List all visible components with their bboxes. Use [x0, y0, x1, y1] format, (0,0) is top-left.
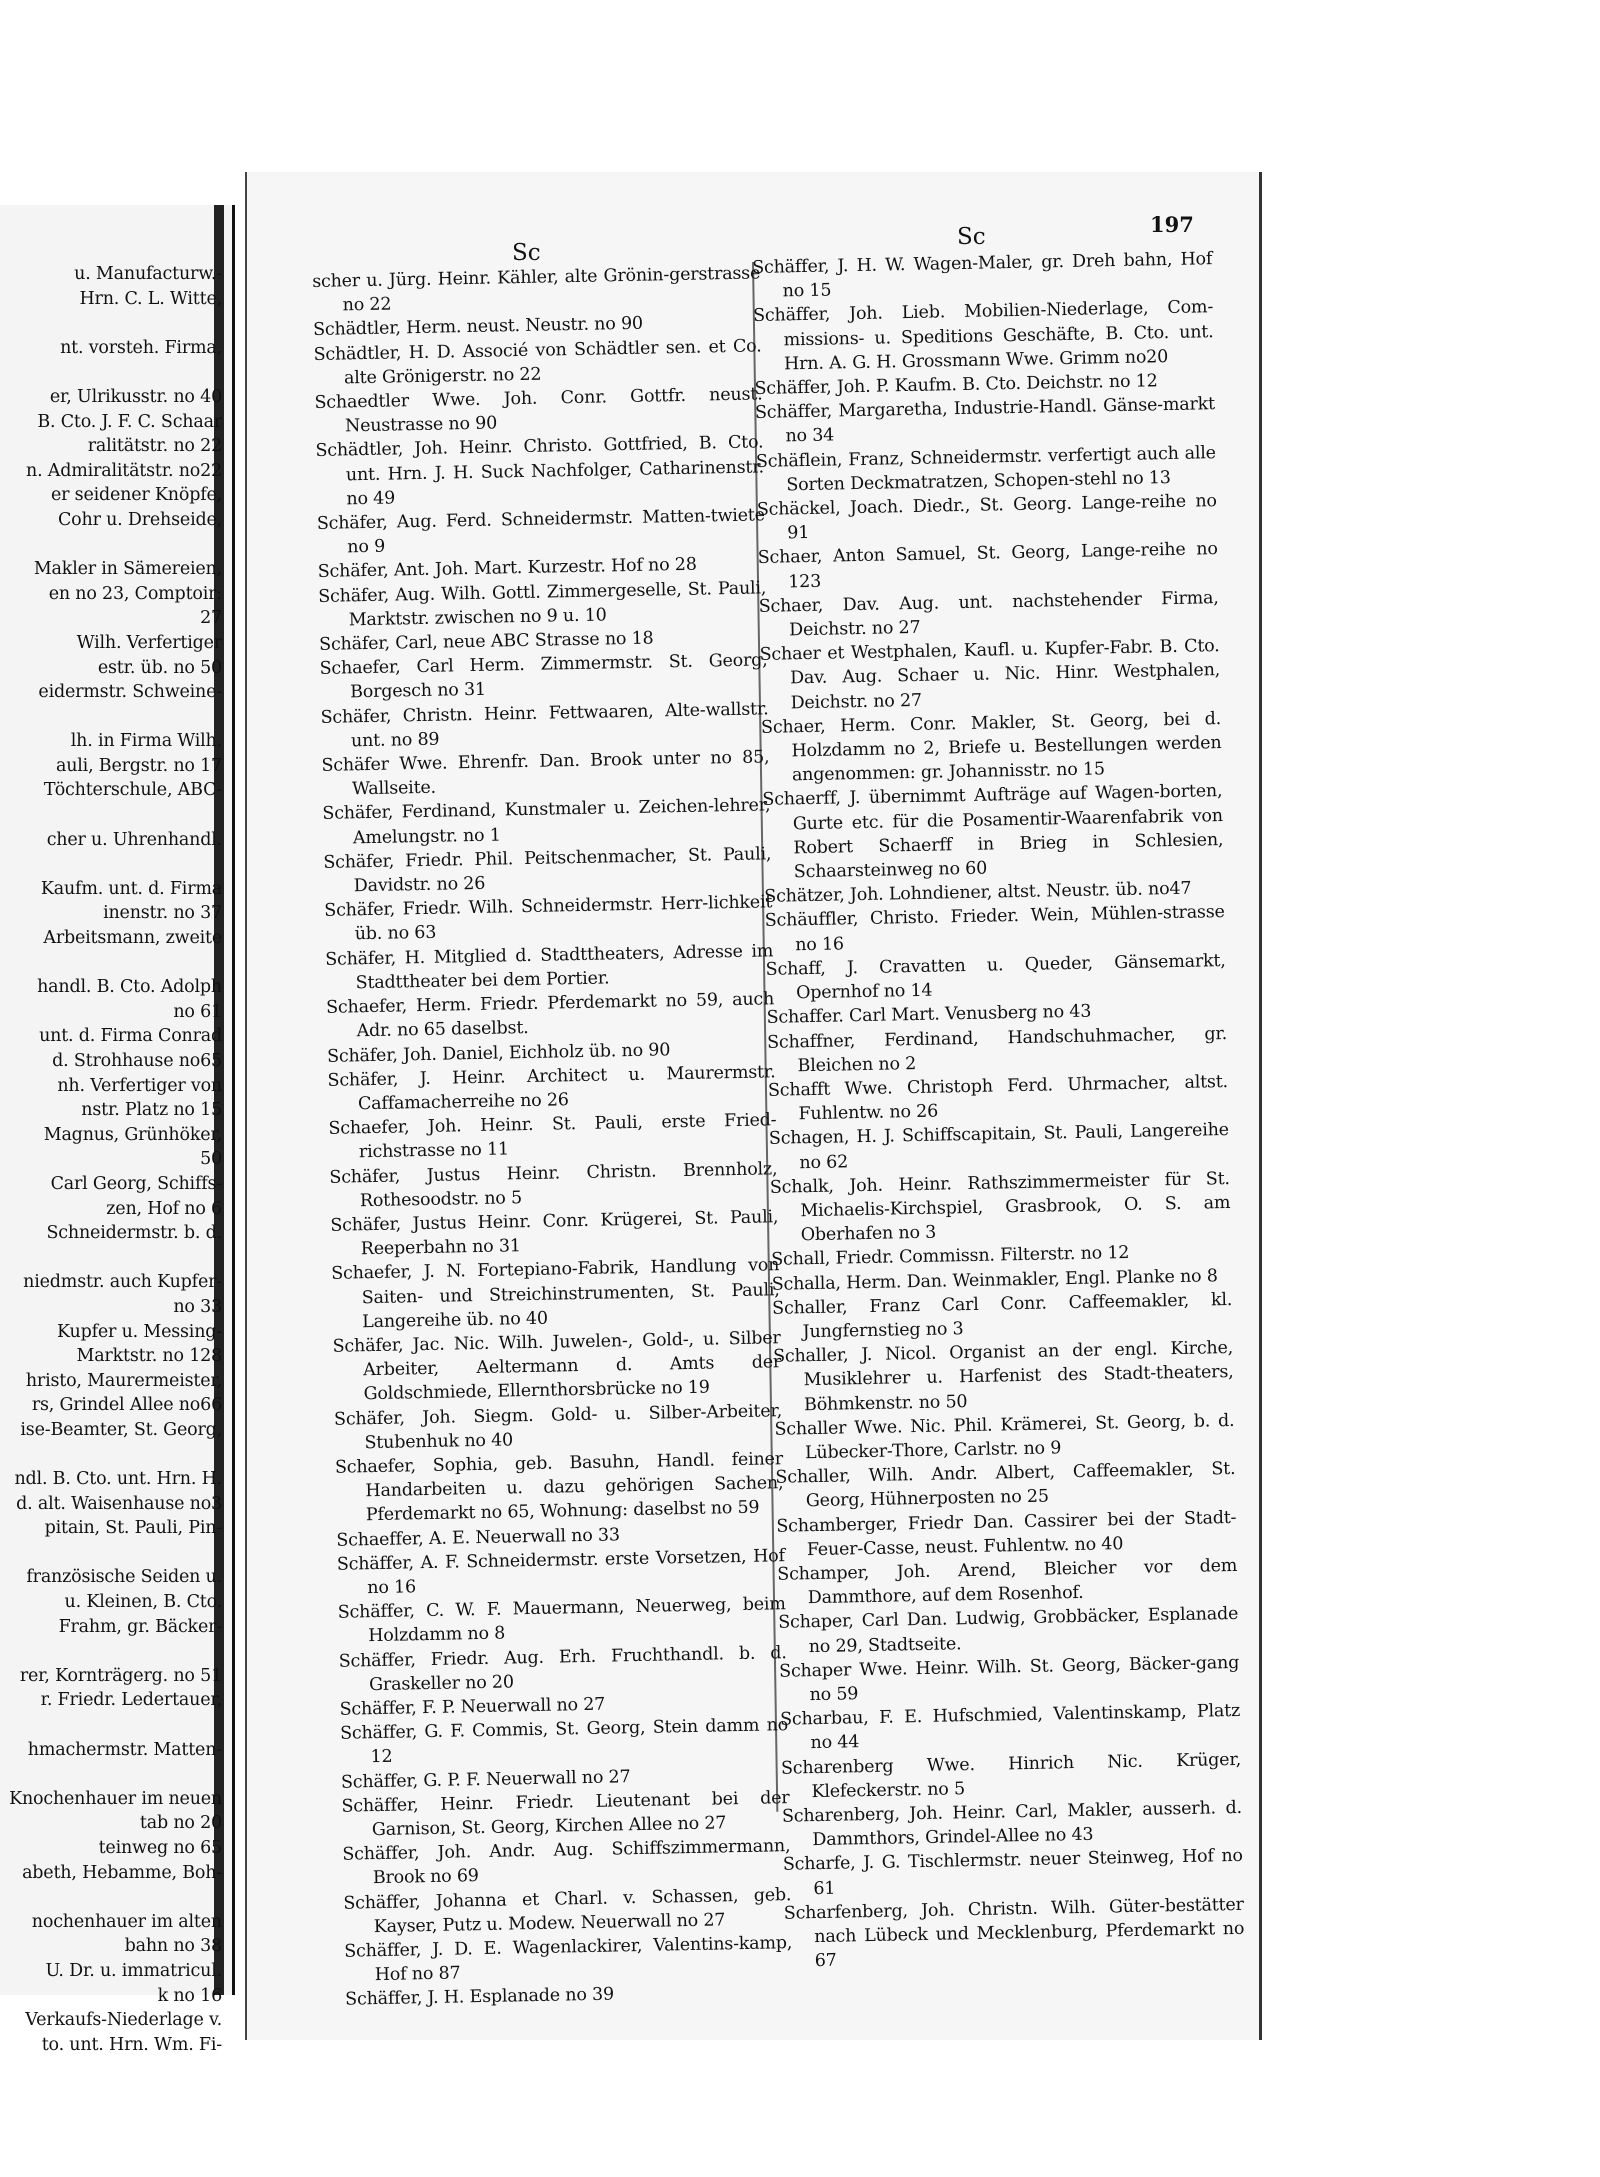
directory-entry: Schäfer, Joh. Daniel, Eichholz üb. no 90	[326, 1039, 671, 1067]
fragment-line: niedmstr. auch Kupfer-	[23, 1272, 222, 1293]
directory-entry: Schäffer, G. F. Commis, St. Georg, Stein damm no 12	[339, 1715, 789, 1768]
directory-entry: Schaedtler Wwe. Joh. Conr. Gottfr. neust. Neustrasse no 90	[314, 384, 763, 437]
fragment-line: nstr. Platz no 15	[81, 1100, 222, 1121]
fragment-line: k no 16	[157, 1985, 222, 2006]
fragment-line: Hrn. C. L. Witte,	[79, 288, 222, 309]
directory-entry: Schäfer, Carl, neue ABC Strasse no 18	[319, 628, 654, 655]
fragment-line: estr. üb. no 50	[97, 657, 222, 678]
fragment-line: d. Strohhause no65	[52, 1051, 222, 1071]
directory-entry: Schäffer, J. H. Esplanade no 39	[345, 1984, 615, 2011]
fragment-line: Wilh. Verfertiger	[76, 632, 222, 653]
directory-entry: Schädtler, H. D. Associé von Schädtler sen. et Co. alte Grönigerstr. no 22	[313, 335, 762, 389]
directory-entry: Schaefer, Joh. Heinr. St. Pauli, erste Fried-richstrasse no 11	[328, 1110, 777, 1163]
fragment-line: zen, Hof no 6	[106, 1198, 222, 1219]
directory-entry: Schamper, Joh. Arend, Bleicher vor dem Dammthore, auf dem Rosenhof.	[777, 1555, 1238, 1609]
directory-entry: Scharfe, J. G. Tischlermstr. neuer Steinweg, Hof no 61	[782, 1846, 1244, 1899]
directory-entry: scher u. Jürg. Heinr. Kähler, alte Grönin-gerstrasse no 22	[312, 263, 761, 316]
directory-entry: Schaper, Carl Dan. Ludwig, Grobbäcker, Esplanade no 29, Stadtseite.	[778, 1604, 1239, 1657]
fragment-line: Verkaufs-Niederlage v.	[25, 2010, 222, 2031]
directory-entry: Schaller, Wilh. Andr. Albert, Caffeemakler, St. Georg, Hühnerposten no 25	[775, 1459, 1236, 1512]
directory-entry: Schäffer, G. P. F. Neuerwall no 27	[340, 1766, 631, 1793]
fragment-line: teinweg no 65	[98, 1838, 222, 1858]
directory-entry: Schäuffler, Christo. Frieder. Wein, Mühlen-strasse no 16	[764, 902, 1225, 955]
fragment-line	[0, 1639, 222, 1664]
fragment-line: d. alt. Waisenhause no3	[16, 1493, 222, 1514]
left-page-fragment	[0, 262, 222, 2057]
directory-entry: Schall, Friedr. Commissn. Filterstr. no 12	[771, 1243, 1130, 1271]
directory-entry: Schaffer. Carl Mart. Venusberg no 43	[766, 1001, 1092, 1029]
directory-entry: Schaper Wwe. Heinr. Wilh. St. Georg, Bäcker-gang no 59	[778, 1652, 1240, 1706]
fragment-line: ise-Beamter, St. Georg,	[20, 1419, 222, 1440]
fragment-line: nh. Verfertiger von	[57, 1075, 222, 1096]
directory-entry: Schäfer, Friedr. Wilh. Schneidermstr. Herr-lichkeit üb. no 63	[324, 892, 773, 945]
directory-entry: Schäfer, Jac. Nic. Wilh. Juwelen-, Gold-, u. Silber Arbeiter, Aeltermann d. Amts der Goldschmiede, Ellernthorsbrücke no 19	[332, 1328, 782, 1405]
directory-entry: Schaller, J. Nicol. Organist an der engl. Kirche, Musiklehrer u. Harfenist des Stadt-theaters, Böhmkenstr. no 50	[772, 1338, 1234, 1415]
fragment-line	[0, 1443, 222, 1468]
directory-entry: Schaerff, J. übernimmt Aufträge auf Wagen-borten, Gurte etc. für die Posamentir-Waarenfabrik von Robert Schaerff in Brieg in Schlesien, Schaarsteinweg no 60	[762, 781, 1224, 883]
fragment-line: handl. B. Cto. Adolph	[37, 977, 222, 998]
directory-entry: Schagen, H. J. Schiffscapitain, St. Pauli, Langereihe no 62	[768, 1120, 1230, 1173]
directory-entry: Schäffer, C. W. F. Mauermann, Neuerweg, beim Holzdamm no 8	[337, 1594, 786, 1647]
directory-entry: Schäffer, F. P. Neuerwall no 27	[339, 1694, 606, 1720]
directory-entry: Schäfer, J. Heinr. Architect u. Maurermstr. Caffamacherreihe no 26	[327, 1061, 776, 1115]
fragment-line: Schneidermstr. b. d.	[46, 1223, 222, 1244]
fragment-line: inenstr. no 37	[103, 903, 222, 924]
fragment-line: B. Cto. J. F. C. Schaar	[37, 411, 222, 432]
fragment-line: Arbeitsmann, zweite	[43, 928, 222, 949]
fragment-line: nochenhauer im alten	[31, 1911, 222, 1932]
fragment-line: U. Dr. u. immatricul.	[45, 1960, 222, 1981]
fragment-line: Kupfer u. Messing-	[57, 1321, 222, 1342]
fragment-line: Töchterschule, ABC-	[43, 780, 222, 801]
directory-entry: Schaer, Anton Samuel, St. Georg, Lange-reihe no 123	[757, 539, 1218, 593]
directory-entry: Schäfer, Aug. Wilh. Gottl. Zimmergeselle, St. Pauli, Marktstr. zwischen no 9 u. 10	[318, 577, 767, 631]
fragment-line: u. Manufacturw.-	[74, 264, 222, 284]
directory-entry: Schädtler, Herm. neust. Neustr. no 90	[312, 314, 644, 341]
directory-entry: Schäfer Wwe. Ehrenfr. Dan. Brook unter no 85, Wallseite.	[321, 747, 770, 800]
fragment-line: nt. vorsteh. Firma,	[60, 337, 222, 358]
directory-entry: Schäfer, Joh. Siegm. Gold- u. Silber-Arbeiter, Stubenhuk no 40	[333, 1400, 783, 1453]
directory-entry: Schalk, Joh. Heinr. Rathszimmermeister für St. Michaelis-Kirchspiel, Grasbrook, O. S. am Oberhafen no 3	[769, 1168, 1231, 1246]
fragment-line: bahn no 38	[124, 1936, 222, 1957]
directory-entry: Schäffer, Joh. Lieb. Mobilien-Niederlage, Com-missions- u. Speditions Geschäfte, B. Cto. unt. Hrn. A. G. H. Grossmann Wwe. Grimm no20	[752, 297, 1214, 375]
fragment-line: Kaufm. unt. d. Firma	[40, 878, 222, 899]
directory-entry: Schaff, J. Cravatten u. Queder, Gänsemarkt, Opernhof no 14	[765, 950, 1226, 1004]
running-head-left: Sc	[512, 240, 541, 266]
fragment-line: hristo, Maurermeister,	[25, 1370, 222, 1391]
fragment-line	[0, 360, 222, 385]
fragment-line: er seidener Knöpfe,	[50, 485, 222, 506]
fragment-line: cher u. Uhrenhandl.	[46, 829, 222, 850]
directory-entry: Schalla, Herm. Dan. Weinmakler, Engl. Planke no 8	[771, 1265, 1218, 1295]
directory-entry: Schäffer, Johanna et Charl. v. Schassen, geb. Kayser, Putz u. Modew. Neuerwall no 27	[343, 1884, 792, 1937]
fragment-line: Carl Georg, Schiffs-	[50, 1173, 222, 1194]
directory-entry: Schaefer, Carl Herm. Zimmermstr. St. Georg, Borgesch no 31	[319, 650, 768, 703]
fragment-line: Knochenhauer im neuen	[9, 1788, 222, 1809]
fragment-line: ndl. B. Cto. unt. Hrn. H.	[14, 1469, 222, 1490]
fragment-line	[0, 533, 222, 558]
fragment-line: n. Admiralitätstr. no22	[26, 460, 222, 481]
directory-entry: Schaer et Westphalen, Kaufl. u. Kupfer-Fabr. B. Cto. Dav. Aug. Schaer u. Nic. Hinr. Westphalen, Deichstr. no 27	[759, 636, 1221, 713]
directory-entry: Schätzer, Joh. Lohndiener, altst. Neustr. üb. no47	[764, 878, 1192, 908]
fragment-line: hmachermstr. Matten-	[27, 1739, 222, 1760]
fragment-line	[0, 311, 222, 336]
fragment-line: 27	[200, 608, 222, 629]
fragment-line: eidermstr. Schweine-	[38, 682, 222, 703]
directory-column-right	[752, 247, 1245, 1974]
directory-entry: Schäffer, Joh. Andr. Aug. Schiffszimmermann, Brook no 69	[342, 1836, 791, 1889]
directory-entry: Schäfer, Ant. Joh. Mart. Kurzestr. Hof no 28	[317, 555, 697, 583]
directory-entry: Schäfer, Aug. Ferd. Schneidermstr. Matten-twiete no 9	[316, 505, 765, 558]
directory-entry: Schaer, Herm. Conr. Makler, St. Georg, bei d. Holzdamm no 2, Briefe u. Bestellungen werden angenommen: gr. Johannisstr. no 15	[760, 708, 1222, 786]
fragment-line: no 61	[173, 1001, 222, 1022]
fragment-line: rer, Kornträgerg. no 51	[19, 1665, 222, 1686]
directory-entry: Schäffer, Margaretha, Industrie-Handl. Gänse-markt no 34	[754, 394, 1216, 447]
fragment-line	[0, 852, 222, 877]
directory-entry: Scharfenberg, Joh. Christn. Wilh. Güter-bestätter nach Lübeck und Mecklenburg, Pferdemarkt no 67	[783, 1894, 1245, 1972]
fragment-line: Marktstr. no 128	[76, 1346, 222, 1367]
fragment-line: 50	[200, 1149, 222, 1170]
fragment-line: Frahm, gr. Bäcker-	[58, 1616, 222, 1637]
directory-entry: Schäfer, Justus Heinr. Christn. Brennholz, Rothesoodstr. no 5	[329, 1158, 778, 1211]
directory-entry: Scharbau, F. E. Hufschmied, Valentinskamp, Platz no 44	[779, 1701, 1241, 1754]
fragment-line: u. Kleinen, B. Cto.	[64, 1592, 222, 1613]
fragment-line: rs, Grindel Allee no66	[31, 1395, 222, 1416]
directory-entry: Schafft Wwe. Christoph Ferd. Uhrmacher, altst. Fuhlentw. no 26	[767, 1071, 1229, 1125]
page-number: 197	[1150, 212, 1194, 237]
directory-entry: Schaller Wwe. Nic. Phil. Krämerei, St. Georg, b. d. Lübecker-Thore, Carlstr. no 9	[774, 1410, 1235, 1464]
directory-column-left	[312, 261, 793, 2012]
directory-entry: Schäffer, J. H. W. Wagen-Maler, gr. Dreh bahn, Hof no 15	[752, 249, 1213, 302]
directory-entry: Schäfer, Friedr. Phil. Peitschenmacher, St. Pauli, Davidstr. no 26	[323, 844, 772, 897]
directory-entry: Schäfer, H. Mitglied d. Stadttheaters, Adresse im Stadttheater bei dem Portier.	[325, 940, 774, 994]
fragment-line: no 33	[173, 1296, 222, 1317]
running-head-right: Sc	[957, 224, 986, 250]
fragment-line	[0, 705, 222, 730]
directory-entry: Schäflein, Franz, Schneidermstr. verfertigt auch alle Sorten Deckmatratzen, Schopen-stehl no 13	[755, 442, 1217, 496]
directory-entry: Schäfer, Justus Heinr. Conr. Krügerei, St. Pauli, Reeperbahn no 31	[330, 1207, 779, 1260]
directory-entry: Schamberger, Friedr Dan. Cassirer bei der Stadt-Feuer-Casse, neust. Fuhlentw. no 40	[776, 1507, 1237, 1560]
fragment-line: auli, Bergstr. no 17	[55, 755, 222, 776]
fragment-line: Makler in Sämereien,	[33, 559, 222, 580]
directory-entry: Schaffner, Ferdinand, Handschuhmacher, gr. Bleichen no 2	[766, 1023, 1228, 1076]
fragment-line	[0, 1762, 222, 1787]
fragment-line: Magnus, Grünhöker,	[43, 1124, 222, 1145]
directory-entry: Schäffer, Heinr. Friedr. Lieutenant bei der Garnison, St. Georg, Kirchen Allee no 27	[341, 1787, 790, 1841]
directory-entry: Scharenberg Wwe. Hinrich Nic. Krüger, Klefeckerstr. no 5	[780, 1749, 1242, 1802]
fragment-line	[0, 1713, 222, 1738]
fragment-line: en no 23, Comptoir:	[48, 583, 222, 604]
directory-entry: Schäckel, Joach. Diedr., St. Georg. Lange-reihe no 91	[756, 491, 1217, 544]
directory-entry: Schäffer, A. F. Schneidermstr. erste Vorsetzen, Hof no 16	[336, 1545, 785, 1599]
fragment-line	[0, 1541, 222, 1566]
directory-entry: Scharenberg, Joh. Heinr. Carl, Makler, ausserh. d. Dammthors, Grindel-Allee no 43	[781, 1797, 1243, 1851]
fragment-line: er, Ulrikusstr. no 40	[49, 386, 222, 407]
fragment-line: abeth, Hebamme, Boh-	[22, 1862, 222, 1883]
directory-entry: Schaller, Franz Carl Conr. Caffeemakler, kl. Jungfernstieg no 3	[772, 1289, 1233, 1343]
directory-entry: Schaefer, J. N. Fortepiano-Fabrik, Handlung von Saiten- und Streichinstrumenten, St. Pauli, Langereihe üb. no 40	[331, 1255, 780, 1332]
directory-entry: Schäfer, Christn. Heinr. Fettwaaren, Alte-wallstr. unt. no 89	[320, 698, 769, 752]
directory-entry: Schäffer, Joh. P. Kaufm. B. Cto. Deichstr. no 12	[754, 371, 1158, 399]
fragment-line: to. unt. Hrn. Wm. Fi-	[41, 2034, 222, 2055]
directory-entry: Schädtler, Joh. Heinr. Christo. Gottfried, B. Cto. unt. Hrn. J. H. Suck Nachfolger, Catharinenstr. no 49	[315, 432, 765, 510]
fragment-line: französische Seiden u.	[26, 1567, 222, 1588]
fragment-line: lh. in Firma Wilh.	[70, 731, 222, 752]
fragment-line: pitain, St. Pauli, Pin-	[44, 1518, 222, 1539]
directory-entry: Schaer, Dav. Aug. unt. nachstehender Firma, Deichstr. no 27	[758, 587, 1219, 641]
fragment-line: tab no 20	[139, 1813, 222, 1834]
fragment-line: unt. d. Firma Conrad	[39, 1026, 222, 1047]
directory-entry: Schäfer, Ferdinand, Kunstmaler u. Zeichen-lehrer, Amelungstr. no 1	[322, 795, 771, 848]
directory-entry: Schäffer, Friedr. Aug. Erh. Fruchthandl. b. d. Graskeller no 20	[338, 1642, 787, 1695]
fragment-line	[0, 803, 222, 828]
fragment-line	[0, 951, 222, 976]
directory-entry: Schäffer, J. D. E. Wagenlackirer, Valentins-kamp, Hof no 87	[344, 1933, 793, 1986]
fragment-line	[0, 1885, 222, 1910]
fragment-line: ralitätstr. no 22	[87, 436, 222, 457]
directory-entry: Schaefer, Herm. Friedr. Pferdemarkt no 59, auch Adr. no 65 daselbst.	[325, 989, 775, 1042]
directory-entry: Schaefer, Sophia, geb. Basuhn, Handl. feiner Handarbeiten u. dazu gehörigen Sachen, Pferdemarkt no 65, Wohnung: daselbst no 59	[334, 1449, 784, 1526]
directory-entry: Schaeffer, A. E. Neuerwall no 33	[336, 1524, 621, 1551]
fragment-line	[0, 1246, 222, 1271]
fragment-line: r. Friedr. Ledertauer,	[40, 1690, 222, 1711]
fragment-line: Cohr u. Drehseide,	[57, 509, 222, 530]
